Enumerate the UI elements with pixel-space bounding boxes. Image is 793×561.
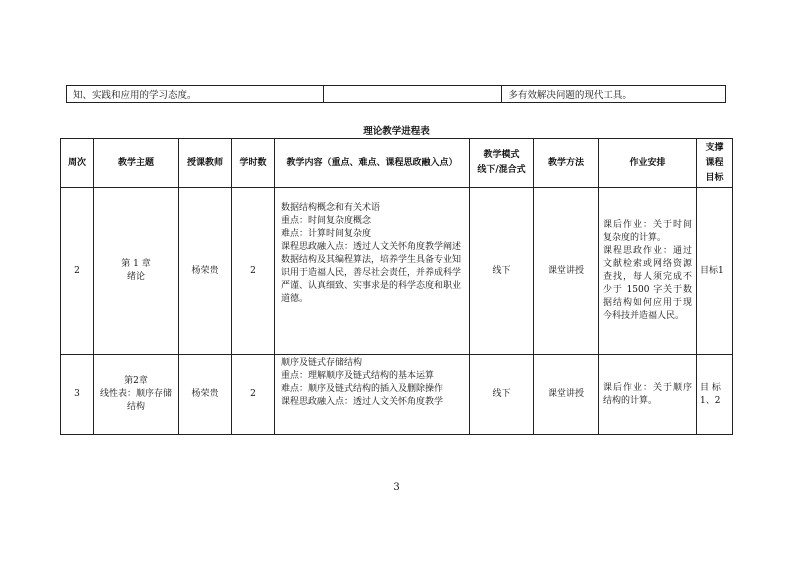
header-teacher: 授课教师 bbox=[179, 139, 232, 188]
table-row bbox=[61, 355, 733, 435]
cell-mode: 线下 bbox=[470, 355, 534, 435]
cell-week: 2 bbox=[61, 188, 94, 355]
top-cell-1: 知、实践和应用的学习态度。 bbox=[67, 86, 324, 103]
header-row bbox=[61, 139, 733, 188]
top-cell-2 bbox=[323, 86, 502, 103]
table-row bbox=[61, 188, 733, 355]
top-cell-3: 多有效解决问题的现代工具。 bbox=[502, 86, 726, 103]
cell-teacher: 杨荣贵 bbox=[179, 355, 232, 435]
header-hours: 学时数 bbox=[232, 139, 275, 188]
header-content: 教学内容（重点、难点、课程思政融入点） bbox=[275, 139, 470, 188]
page-number: 3 bbox=[393, 482, 400, 493]
cell-homework: 课后作业：关于顺序结构的计算。 bbox=[599, 355, 697, 435]
cell-homework: 课后作业：关于时间复杂度的计算。 课程思政作业：通过文献检索或网络资源查找，每人须完成不少于 1500 字关于数据结构如何应用于现今科技并造福人民。 bbox=[599, 188, 697, 355]
cell-hours: 2 bbox=[232, 355, 275, 435]
cell-content: 数据结构概念和有关术语 重点：时间复杂度概念 难点：计算时间复杂度 课程思政融入点：透过人文关怀角度教学阐述数据结构及其编程算法，培养学生具备专业知识用于造福人民，善尽社会责任，并养成科学严谨、认真细致、实事求是的科学态度和职业道德。 bbox=[275, 188, 470, 355]
section-title: 理论教学进程表 bbox=[363, 126, 430, 137]
cell-topic-chapter: 第 1 章 bbox=[121, 259, 151, 269]
cell-content: 顺序及链式存储结构 重点：理解顺序及链式结构的基本运算 难点：顺序及链式结构的插入及删除操作 课程思政融入点：透过人文关怀角度教学 bbox=[275, 355, 470, 435]
cell-method: 课堂讲授 bbox=[534, 355, 599, 435]
header-mode-line2: 线下/混合式 bbox=[477, 165, 526, 175]
cell-topic-chapter: 第2章 bbox=[124, 376, 148, 386]
cell-method: 课堂讲授 bbox=[534, 188, 599, 355]
cell-teacher: 杨荣贵 bbox=[179, 188, 232, 355]
cell-hours: 2 bbox=[232, 188, 275, 355]
cell-topic-title: 绪论 bbox=[126, 272, 145, 282]
top-fragment-row bbox=[67, 86, 726, 103]
header-goal-line2: 课程 bbox=[705, 157, 724, 168]
header-mode-line1: 教学模式 bbox=[483, 150, 520, 160]
cell-topic bbox=[94, 188, 179, 355]
cell-mode: 线下 bbox=[470, 188, 534, 355]
top-fragment-table bbox=[66, 85, 726, 103]
cell-topic-title: 线性表：顺序存储结构 bbox=[99, 389, 172, 412]
header-goal-line1: 支撑 bbox=[705, 142, 724, 153]
cell-topic bbox=[94, 355, 179, 435]
header-homework: 作业安排 bbox=[599, 139, 697, 188]
cell-week: 3 bbox=[61, 355, 94, 435]
cell-goal: 目 标 1、2 bbox=[697, 355, 733, 435]
header-mode bbox=[470, 139, 534, 188]
header-goal-line3: 目标 bbox=[705, 172, 724, 183]
header-week: 周次 bbox=[61, 139, 94, 188]
header-goal bbox=[697, 139, 733, 188]
header-method: 教学方法 bbox=[534, 139, 599, 188]
cell-goal: 目标1 bbox=[697, 188, 733, 355]
header-topic: 教学主题 bbox=[94, 139, 179, 188]
teaching-schedule-table bbox=[60, 138, 733, 435]
